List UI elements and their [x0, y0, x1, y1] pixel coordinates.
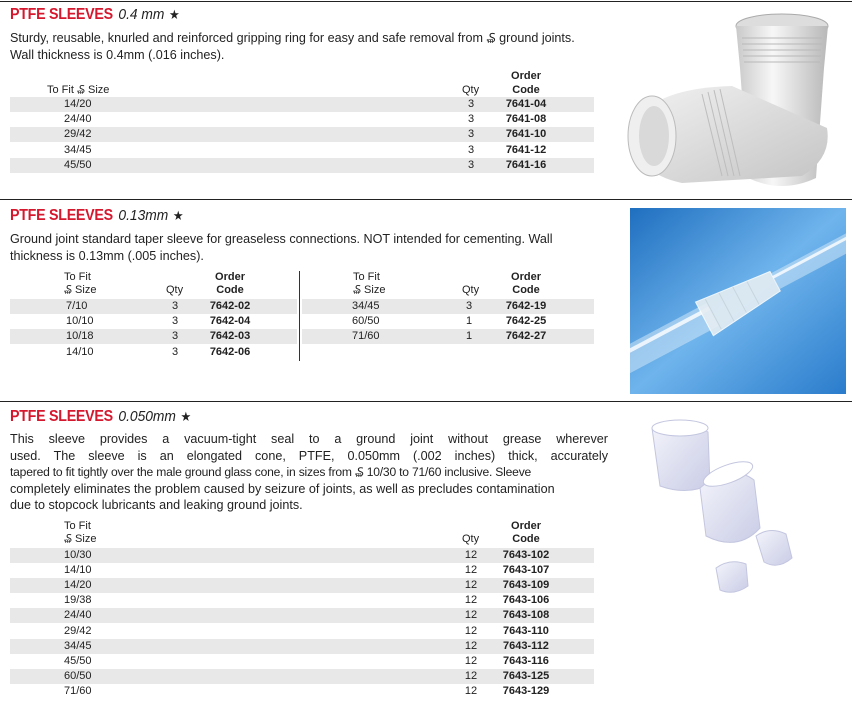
- table-row: [10, 639, 594, 654]
- qty-cell: 3: [467, 143, 475, 156]
- qty-cell: 12: [464, 639, 478, 652]
- description-line: This sleeve provides a vacuum-tight seal to a ground joint without grease wherever: [10, 432, 608, 446]
- header-code-right: Code: [512, 284, 540, 296]
- order-code-cell: 7643-125: [502, 670, 550, 683]
- table-row: [10, 624, 594, 639]
- table-row: [302, 314, 594, 329]
- order-code-cell: 7642-27: [505, 330, 547, 343]
- star-icon: ★: [169, 7, 180, 22]
- thickness-label: 0.4 mm: [118, 6, 165, 23]
- size-cell: 24/40: [64, 609, 92, 622]
- header-size-left-2: ₷ Size: [64, 284, 97, 296]
- header-size-2: ₷ Size: [64, 533, 97, 545]
- qty-cell: 12: [464, 609, 478, 622]
- glass-joint-image: [630, 208, 846, 394]
- qty-cell: 3: [171, 300, 179, 312]
- title-text: PTFE SLEEVES: [10, 6, 113, 23]
- order-code-cell: 7643-102: [502, 548, 550, 561]
- qty-cell: 3: [171, 345, 179, 358]
- order-code-cell: 7641-12: [505, 143, 547, 156]
- section-2-table: [0, 271, 600, 366]
- section-1-description: [10, 30, 610, 63]
- size-cell: 34/45: [64, 143, 92, 156]
- header-qty: Qty: [462, 84, 480, 96]
- size-cell: 10/30: [64, 548, 92, 561]
- table-row: [10, 548, 594, 563]
- header-size-right-2: ₷ Size: [353, 284, 386, 296]
- table-row: [10, 608, 594, 623]
- qty-cell: 3: [467, 158, 475, 171]
- qty-cell: 3: [467, 128, 475, 141]
- qty-cell: 3: [465, 300, 473, 312]
- size-cell: 7/10: [66, 300, 88, 312]
- description-line: tapered to fit tightly over the male ground glass cone, in sizes from ₷ 10/30 to 71/60 inclusive. Sleeve: [10, 465, 532, 479]
- table-row: [10, 345, 297, 360]
- qty-cell: 1: [465, 330, 473, 343]
- order-code-cell: 7643-112: [503, 639, 549, 652]
- order-code-cell: 7641-10: [505, 128, 547, 141]
- description-line: due to stopcock lubricants and leaking ground joints.: [10, 498, 303, 512]
- qty-cell: 12: [464, 548, 478, 561]
- size-cell: 29/42: [64, 128, 92, 141]
- qty-cell: 3: [467, 98, 475, 110]
- qty-cell: 3: [171, 315, 179, 328]
- qty-cell: 12: [464, 685, 478, 698]
- size-cell: 71/60: [64, 685, 92, 698]
- product-photo-thin-sleeve: [630, 208, 846, 394]
- qty-cell: 12: [464, 624, 478, 637]
- table-row: [10, 158, 594, 173]
- header-qty-right: Qty: [462, 284, 480, 296]
- description-line: Wall thickness is 0.4mm (.016 inches).: [10, 47, 225, 62]
- thickness-label: 0.13mm: [118, 207, 169, 224]
- size-cell: 29/42: [64, 624, 92, 637]
- table-row: [10, 299, 297, 314]
- film-sleeve-image: [630, 410, 846, 610]
- thickness-label: 0.050mm: [118, 408, 176, 425]
- section-3-rule: [0, 401, 852, 402]
- product-photo-film-sleeves: [630, 410, 846, 610]
- order-code-cell: 7642-02: [209, 300, 251, 312]
- description-line: completely eliminates the problem caused by seizure of joints, as well as precludes contamination: [10, 481, 555, 496]
- order-code-cell: 7642-25: [505, 315, 547, 328]
- table-row: [10, 669, 594, 684]
- header-order-left: Order: [215, 271, 245, 283]
- header-size-1: To Fit: [64, 520, 91, 532]
- size-cell: 71/60: [352, 330, 380, 343]
- header-qty-left: Qty: [166, 284, 184, 296]
- table-row: [302, 299, 594, 314]
- size-cell: 60/50: [352, 315, 380, 328]
- order-code-cell: 7643-110: [503, 624, 549, 637]
- order-code-cell: 7643-129: [502, 685, 550, 698]
- header-size-left-1: To Fit: [64, 271, 91, 283]
- table-row: [302, 329, 594, 344]
- header-code-left: Code: [216, 284, 244, 296]
- qty-cell: 3: [467, 113, 475, 126]
- order-code-cell: 7643-108: [502, 609, 550, 622]
- qty-cell: 12: [464, 654, 478, 667]
- section-2-description: [10, 231, 610, 264]
- size-cell: 19/38: [64, 594, 92, 607]
- top-rule: [0, 1, 852, 2]
- size-cell: 34/45: [352, 300, 380, 312]
- size-cell: 14/20: [64, 578, 92, 591]
- table-row: [10, 143, 594, 158]
- size-cell: 10/18: [66, 330, 94, 343]
- order-code-cell: 7642-06: [209, 345, 251, 358]
- order-code-cell: 7641-04: [505, 98, 547, 110]
- sleeve-image: [612, 8, 852, 198]
- header-qty: Qty: [462, 533, 480, 545]
- qty-cell: 1: [465, 315, 473, 328]
- size-cell: 10/10: [66, 315, 94, 328]
- star-icon: ★: [180, 409, 191, 424]
- size-cell: 24/40: [64, 113, 92, 126]
- qty-cell: 12: [464, 594, 478, 607]
- section-2-title: [10, 207, 183, 225]
- order-code-cell: 7643-107: [502, 563, 550, 576]
- header-order-right: Order: [511, 271, 541, 283]
- header-code: Code: [512, 533, 540, 545]
- order-code-cell: 7643-116: [503, 654, 549, 667]
- size-cell: 45/50: [64, 654, 92, 667]
- order-code-cell: 7641-08: [505, 113, 547, 126]
- table-row: [10, 127, 594, 142]
- title-text: PTFE SLEEVES: [10, 207, 113, 224]
- description-line: Ground joint standard taper sleeve for greaseless connections. NOT intended for cementing. Wall: [10, 232, 553, 246]
- order-code-cell: 7643-109: [502, 578, 550, 591]
- table-row: [10, 654, 594, 669]
- order-code-cell: 7643-106: [502, 594, 550, 607]
- description-line: Sturdy, reusable, knurled and reinforced gripping ring for easy and safe removal from ₷ ground joints.: [10, 31, 575, 45]
- section-1-table: [0, 70, 600, 180]
- qty-cell: 12: [464, 670, 478, 683]
- star-icon: ★: [172, 208, 184, 223]
- table-row: [10, 684, 594, 699]
- table-row: [10, 314, 297, 329]
- qty-cell: 12: [464, 563, 478, 576]
- table-row: [10, 112, 594, 127]
- section-3-title: [10, 408, 191, 426]
- order-code-cell: 7642-03: [209, 330, 251, 343]
- section-3-table: [0, 520, 600, 705]
- size-cell: 45/50: [64, 158, 92, 171]
- section-1-title: [10, 6, 179, 24]
- table-row: [10, 329, 297, 344]
- order-code-cell: 7642-19: [505, 300, 547, 312]
- description-line: used. The sleeve is an elongated cone, PTFE, 0.050mm (.002 inches) thick, accurately: [10, 448, 608, 463]
- size-cell: 60/50: [64, 670, 92, 683]
- title-text: PTFE SLEEVES: [10, 408, 113, 425]
- size-cell: 14/20: [64, 98, 92, 110]
- table-row: [10, 97, 594, 112]
- section-2-rule: [0, 199, 852, 200]
- header-code: Code: [512, 84, 540, 96]
- table-row: [10, 593, 594, 608]
- table-row: [10, 578, 594, 593]
- header-order: Order: [511, 70, 541, 82]
- description-line: thickness is 0.13mm (.005 inches).: [10, 248, 204, 263]
- size-cell: 14/10: [64, 563, 92, 576]
- size-cell: 14/10: [66, 345, 94, 358]
- section-3-description: [10, 431, 608, 514]
- qty-cell: 12: [464, 578, 478, 591]
- size-cell: 34/45: [64, 639, 92, 652]
- order-code-cell: 7642-04: [209, 315, 251, 328]
- product-photo-thick-sleeves: [612, 8, 852, 198]
- header-order: Order: [511, 520, 541, 532]
- qty-cell: 3: [171, 330, 179, 343]
- order-code-cell: 7641-16: [505, 158, 547, 171]
- column-divider: [299, 271, 300, 361]
- table-row: [10, 563, 594, 578]
- header-size: To Fit ₷ Size: [47, 84, 110, 96]
- header-size-right-1: To Fit: [353, 271, 380, 283]
